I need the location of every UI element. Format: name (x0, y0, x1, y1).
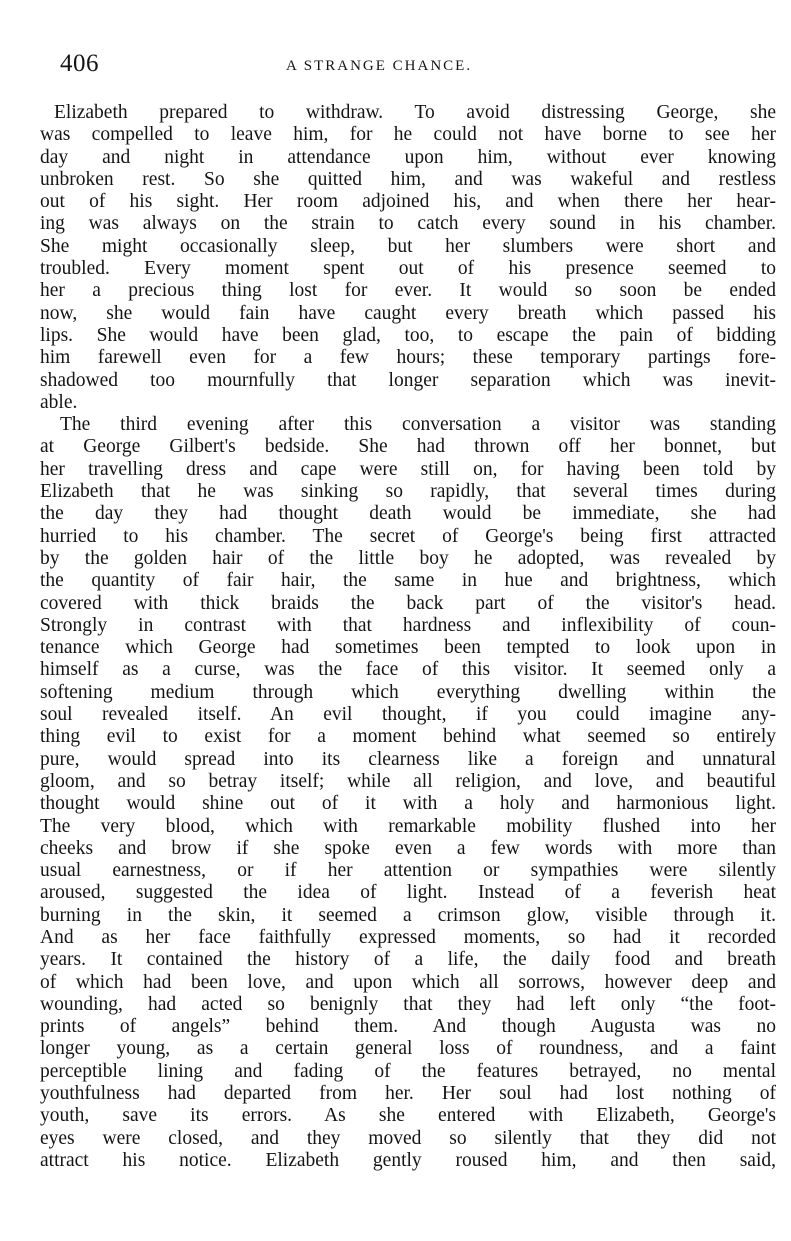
text-line: soul revealed itself. An evil thought, if you could imagine any- (40, 704, 776, 726)
text-line: The very blood, which with remarkable mobility flushed into her (40, 815, 776, 837)
text-line: day and night in attendance upon him, without ever knowing (40, 146, 776, 168)
text-line: pure, would spread into its clearness like a foreign and unnatural (40, 748, 776, 770)
text-line: Elizabeth prepared to withdraw. To avoid distressing George, she (54, 102, 776, 123)
text-line: wounding, had acted so benignly that they had left only “the foot- (40, 993, 776, 1015)
text-line: prints of angels” behind them. And though Augusta was no (40, 1016, 776, 1038)
text-line: Elizabeth that he was sinking so rapidly, that several times during (40, 481, 776, 503)
text-line: him farewell even for a few hours; these temporary partings fore- (40, 347, 776, 369)
text-line: at George Gilbert's bedside. She had thrown off her bonnet, but (40, 436, 776, 458)
text-line: himself as a curse, was the face of this visitor. It seemed only a (40, 659, 776, 681)
text-line: was compelled to leave him, for he could not have borne to see her (40, 124, 776, 146)
text-line: troubled. Every moment spent out of his presence seemed to (40, 258, 776, 280)
text-line: perceptible lining and fading of the features betrayed, no mental (40, 1060, 776, 1082)
text-line: of which had been love, and upon which all sorrows, however deep and (40, 971, 776, 993)
text-line: eyes were closed, and they moved so silently that they did not (40, 1127, 776, 1149)
text-line: The third evening after this conversation a visitor was standing (60, 414, 776, 436)
text-line: covered with thick braids the back part of the visitor's head. (40, 592, 776, 614)
text-line: Strongly in contrast with that hardness and inflexibility of coun- (40, 614, 776, 636)
text-line: years. It contained the history of a life, the daily food and breath (40, 949, 776, 971)
text-line: aroused, suggested the idea of light. Instead of a feverish heat (40, 882, 776, 904)
text-line: tenance which George had sometimes been tempted to look upon in (40, 637, 776, 659)
text-line: youth, save its errors. As she entered with Elizabeth, George's (40, 1105, 776, 1127)
text-line: burning in the skin, it seemed a crimson glow, visible through it. (40, 904, 776, 926)
text-line: longer young, as a certain general loss of roundness, and a faint (40, 1038, 776, 1060)
text-line: shadowed too mournfully that longer separation which was inevit- (40, 369, 776, 391)
text-line: out of his sight. Her room adjoined his, and when there her hear- (40, 191, 776, 213)
text-line: ing was always on the strain to catch every sound in his chamber. (40, 213, 776, 235)
text-line: now, she would fain have caught every breath which passed his (40, 302, 776, 324)
text-line: lips. She would have been glad, too, to escape the pain of bidding (40, 324, 776, 346)
text-line: her a precious thing lost for ever. It would so soon be ended (40, 280, 776, 302)
text-line: thing evil to exist for a moment behind what seemed so entirely (40, 726, 776, 748)
text-line: the day they had thought death would be immediate, she had (40, 503, 776, 525)
text-line: her travelling dress and cape were still on, for having been told by (40, 458, 776, 480)
text-line: the quantity of fair hair, the same in hue and brightness, which (40, 570, 776, 592)
text-line: cheeks and brow if she spoke even a few words with more than (40, 837, 776, 859)
text-line: usual earnestness, or if her attention or sympathies were silently (40, 860, 776, 882)
text-line: unbroken rest. So she quitted him, and was wakeful and restless (40, 168, 776, 190)
text-line: by the golden hair of the little boy he adopted, was revealed by (40, 547, 776, 569)
text-line: gloom, and so betray itself; while all religion, and love, and beautiful (40, 770, 776, 792)
running-title: A STRANGE CHANCE. (286, 58, 473, 74)
text-line: thought would shine out of it with a holy and harmonious light. (40, 793, 776, 815)
text-line: softening medium through which everything dwelling within the (40, 681, 776, 703)
text-line: able. (40, 391, 78, 413)
page-header (60, 50, 776, 84)
text-line: youthfulness had departed from her. Her soul had lost nothing of (40, 1083, 776, 1105)
body-text (40, 102, 776, 1172)
text-line: hurried to his chamber. The secret of George's being first attracted (40, 525, 776, 547)
text-line: She might occasionally sleep, but her slumbers were short and (40, 235, 776, 257)
page-number: 406 (60, 50, 99, 77)
text-line: attract his notice. Elizabeth gently roused him, and then said, (40, 1149, 776, 1171)
text-line: And as her face faithfully expressed moments, so had it recorded (40, 926, 776, 948)
